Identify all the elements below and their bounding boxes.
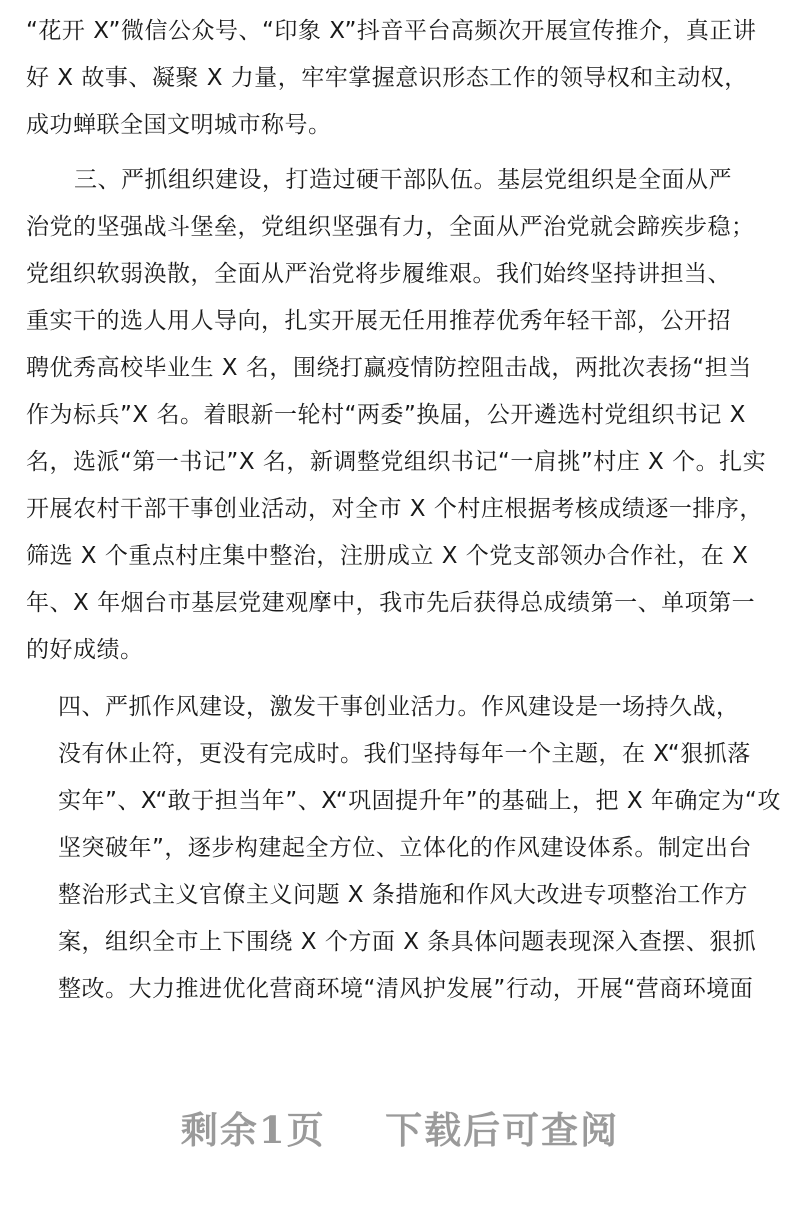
text-line: 三、严抓组织建设，打造过硬干部队伍。基层党组织是全面从严	[74, 167, 732, 193]
text-line: 实年”、X“敢于担当年”、X“巩固提升年”的基础上，把 X 年确定为“攻	[58, 788, 781, 814]
paragraph-continued	[0, 8, 800, 149]
paragraph-organization-building	[0, 157, 800, 674]
text-line: 治党的坚强战斗堡垒，党组织坚强有力，全面从严治党就会蹄疾步稳；	[26, 214, 755, 240]
text-line: 党组织软弱涣散，全面从严治党将步履维艰。我们始终坚持讲担当、	[26, 261, 731, 287]
text-line: 作为标兵”X 名。着眼新一轮村“两委”换届，公开遴选村党组织书记 X	[26, 402, 746, 428]
text-line: 筛选 X 个重点村庄集中整治，注册成立 X 个党支部领办合作社，在 X	[26, 543, 749, 569]
text-line: 重实干的选人用人导向，扎实开展无任用推荐优秀年轻干部，公开招	[26, 308, 731, 334]
text-line: 没有休止符，更没有完成时。我们坚持每年一个主题，在 X“狠抓落	[58, 741, 751, 767]
text-line: 坚突破年”，逐步构建起全方位、立体化的作风建设体系。制定出台	[58, 835, 752, 861]
text-line: 的好成绩。	[26, 637, 144, 663]
text-line: 四、严抓作风建设，激发干事创业活力。作风建设是一场持久战，	[58, 694, 740, 720]
text-line: “花开 X”微信公众号、“印象 X”抖音平台高频次开展宣传推介，真正讲	[26, 18, 757, 44]
text-line: 案，组织全市上下围绕 X 个方面 X 条具体问题表现深入查摆、狠抓	[58, 929, 757, 955]
paragraph-work-style-building	[0, 684, 800, 1013]
text-line: 聘优秀高校毕业生 X 名，围绕打赢疫情防控阻击战，两批次表扬“担当	[26, 355, 752, 381]
text-line: 整改。大力推进优化营商环境“清风护发展”行动，开展“营商环境面	[58, 976, 754, 1002]
text-line: 好 X 故事、凝聚 X 力量，牢牢掌握意识形态工作的领导权和主动权，	[26, 65, 748, 91]
text-line: 成功蝉联全国文明城市称号。	[26, 112, 332, 138]
text-line: 名，选派“第一书记”X 名，新调整党组织书记“一肩挑”村庄 X 个。扎实	[26, 449, 767, 475]
text-line: 整治形式主义官僚主义问题 X 条措施和作风大改进专项整治工作方	[58, 882, 748, 908]
download-prompt[interactable]: 剩余1页 下载后可查阅	[180, 1108, 620, 1152]
text-line: 开展农村干部干事创业活动，对全市 X 个村庄根据考核成绩逐一排序，	[26, 496, 763, 522]
text-line: 年、X 年烟台市基层党建观摩中，我市先后获得总成绩第一、单项第一	[26, 590, 756, 616]
